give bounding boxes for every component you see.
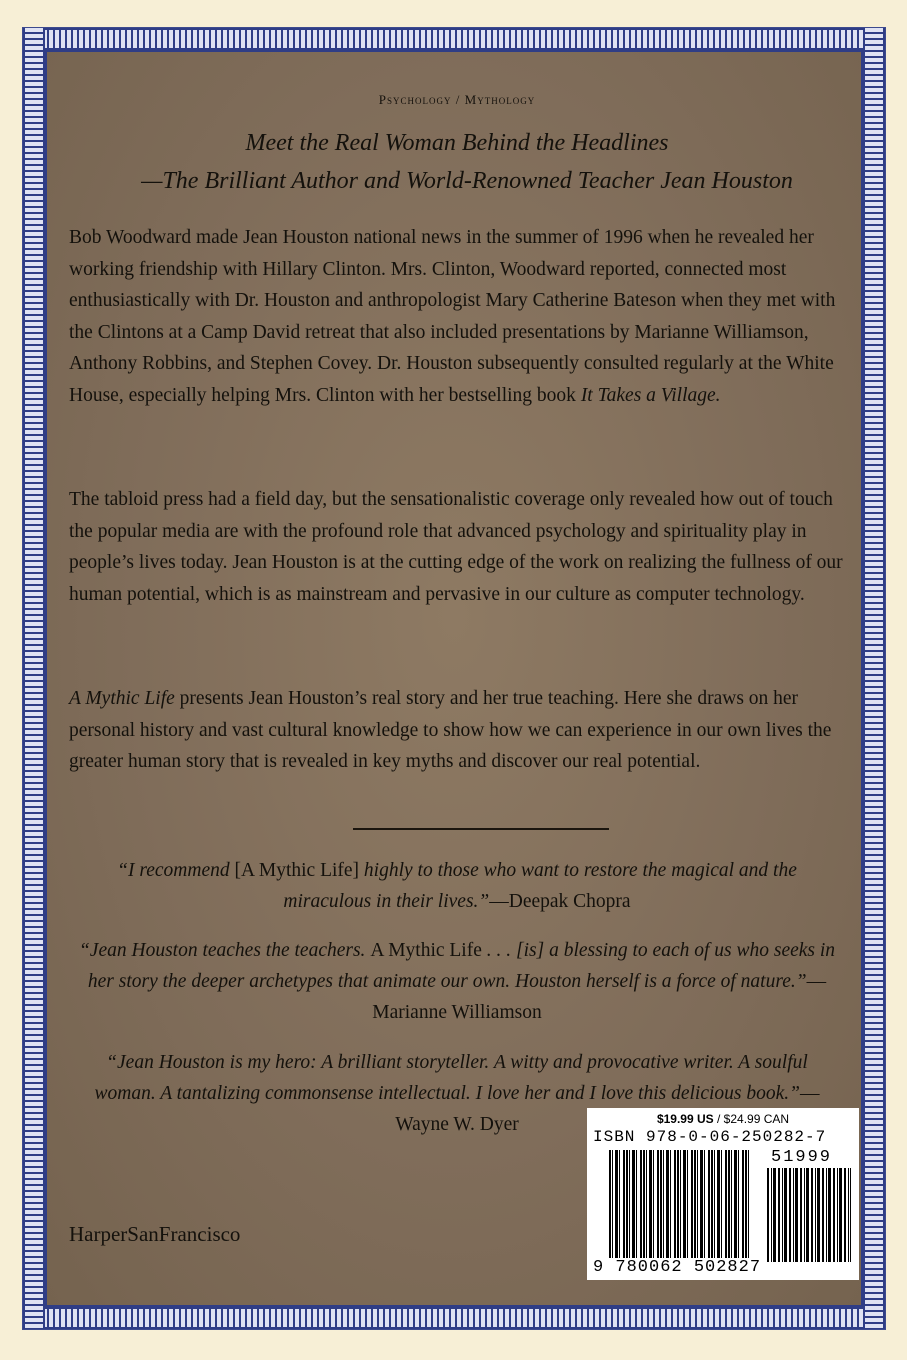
price-can: / $24.99 CAN (713, 1112, 790, 1126)
price-us: $19.99 US (656, 1112, 714, 1126)
greek-key-border-left (23, 28, 45, 1329)
quote-2-part-b: A Mythic Life (370, 940, 482, 961)
ean-barcode-bars (609, 1150, 751, 1262)
price-addon-digits: 51999 (771, 1148, 833, 1167)
paragraph-1-text: Bob Woodward made Jean Houston national news in the summer of 1996 when he revealed her working friendship with Hillary Clinton. Mrs. Clinton, Woodward reported, connected most enthusiastically with Dr. Houston and anthropologist Mary Catherine Bateson when they met with the Clintons at a Camp David retreat that also included presentations by Marianne Williamson, Anthony Robbins, and Stephen Covey. Dr. Houston subsequently consulted regularly at the White House, especially helping Mrs. Clinton with her bestselling book (69, 227, 836, 406)
headline-line-1: Meet the Real Woman Behind the Headlines (245, 130, 669, 156)
quote-3-author: —Wayne W. Dyer (395, 1083, 820, 1135)
quote-3-text: “Jean Houston is my hero: A brilliant storyteller. A witty and provocative writer. A soulful woman. A tantalizing commonsense intellectual. I love her and I love this delicious book.” (94, 1052, 808, 1104)
isbn-number: ISBN 978-0-06-250282-7 (593, 1128, 827, 1146)
quote-2-author: —Marianne Williamson (372, 971, 827, 1023)
quote-2-part-c: . . . [is] a blessing to each of us who seeks in her story the deeper archetypes that animate our own. Houston herself is a force of nature.” (87, 940, 836, 992)
paragraph-2-text: The tabloid press had a field day, but the sensationalistic coverage only revealed how out of touch the popular media are with the profound role that advanced psychology and spirituality play in people’s lives today. Jean Houston is at the cutting edge of the work on realizing the fullness of our human potential, which is as mainstream and pervasive in our culture as computer technology. (69, 489, 843, 605)
blurb-quote-williamson (77, 935, 837, 1028)
price-label (587, 1112, 859, 1126)
addon-barcode-bars (767, 1168, 851, 1262)
description-paragraph-1 (69, 222, 845, 411)
headline-line-2: —The Brilliant Author and World-Renowned Teacher Jean Houston (141, 168, 793, 194)
quote-1-author: —Deepak Chopra (489, 891, 631, 912)
isbn-barcode-box (587, 1108, 859, 1280)
ean-digits: 9 780062 502827 (593, 1258, 762, 1277)
publisher-name: HarperSanFrancisco (69, 1222, 241, 1246)
category-label: Psychology / Mythology (378, 92, 536, 107)
quote-1-part-a: “I recommend (117, 860, 235, 881)
greek-key-border-right (863, 28, 885, 1329)
description-paragraph-3 (69, 683, 845, 778)
paragraph-1-book-title: It Takes a Village. (580, 384, 721, 406)
quote-2-part-a: “Jean Houston teaches the teachers. (78, 940, 371, 961)
paragraph-3-book-title: A Mythic Life (69, 688, 175, 709)
divider-rule (353, 828, 609, 830)
greek-key-border-top (23, 28, 885, 50)
greek-key-border-bottom (23, 1307, 885, 1329)
quote-1-part-b: [A Mythic Life] (234, 860, 360, 881)
paragraph-3-text: presents Jean Houston’s real story and her true teaching. Here she draws on her personal history and vast cultural knowledge to show how we can experience in our own lives the greater human story that is revealed in key myths and discover our real potential. (69, 688, 832, 772)
description-paragraph-2 (69, 484, 845, 610)
blurb-quote-chopra (77, 855, 837, 917)
quote-1-part-c: highly to those who want to restore the magical and the miraculous in their lives.” (283, 860, 797, 912)
book-back-cover (22, 27, 886, 1330)
